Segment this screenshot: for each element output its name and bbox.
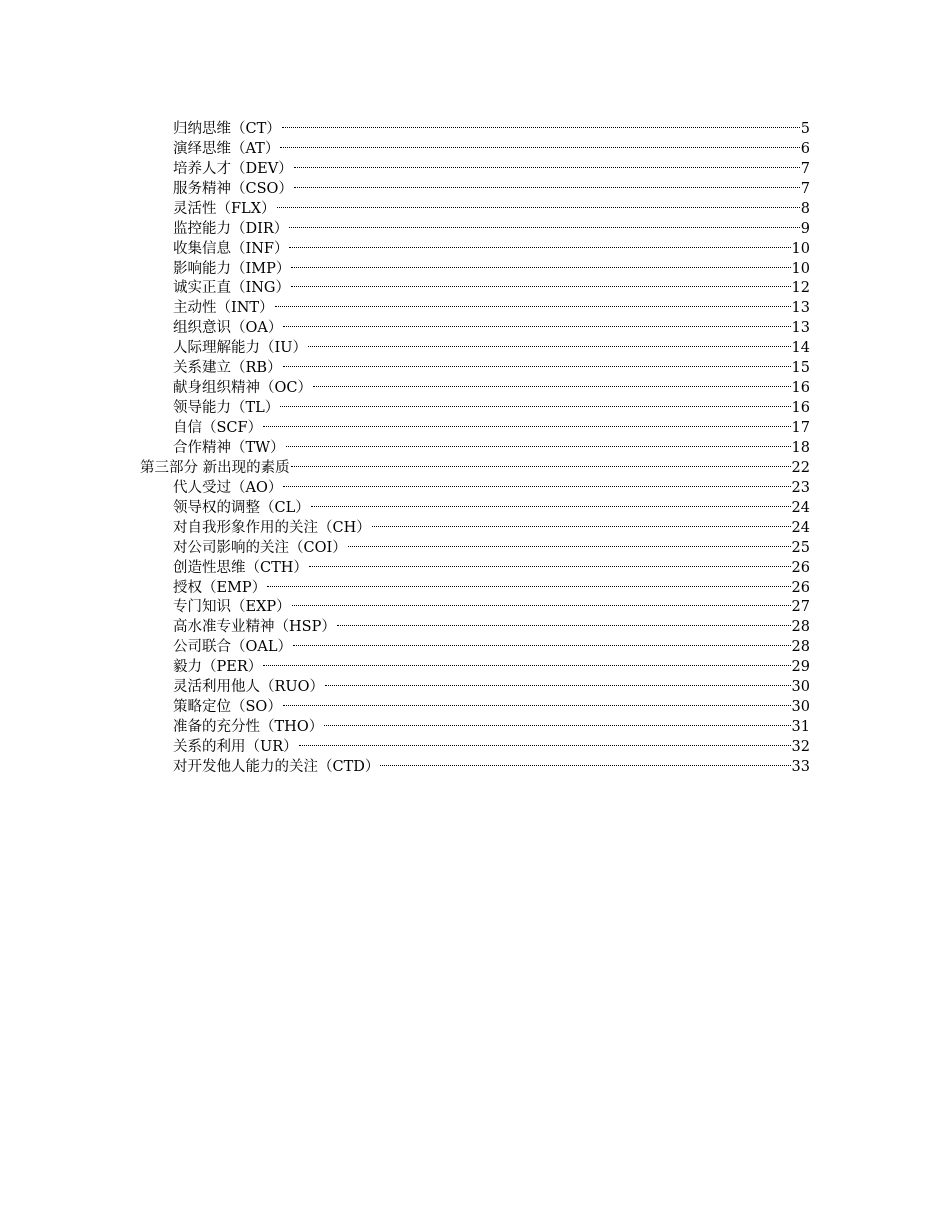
toc-page-number: 18 xyxy=(791,439,810,456)
toc-dot-leader xyxy=(372,512,791,532)
toc-page-number: 9 xyxy=(800,220,810,237)
toc-page-number: 25 xyxy=(791,539,810,556)
toc-page-number: 28 xyxy=(791,619,810,636)
toc-dot-leader xyxy=(313,372,791,392)
toc-dot-leader xyxy=(380,751,790,771)
toc-page-number: 12 xyxy=(791,280,810,297)
toc-entry-title: 毅力（PER） xyxy=(173,659,263,676)
toc-page-number: 26 xyxy=(791,579,810,596)
toc-page-number: 22 xyxy=(791,459,810,476)
toc-page-number: 13 xyxy=(791,320,810,337)
toc-entry-title: 对开发他人能力的关注（CTD） xyxy=(173,758,380,775)
toc-page-number: 14 xyxy=(791,340,810,357)
toc-entry-title: 专门知识（EXP） xyxy=(173,599,291,616)
toc-entry-title: 关系建立（RB） xyxy=(173,360,282,377)
toc-dot-leader xyxy=(282,113,800,133)
toc-dot-leader xyxy=(275,292,791,312)
toc-page-number: 30 xyxy=(791,679,810,696)
toc-page-number: 32 xyxy=(791,739,810,755)
toc-entry-title: 创造性思维（CTH） xyxy=(173,559,308,576)
toc-dot-leader xyxy=(325,671,791,691)
toc-dot-leader xyxy=(292,592,791,612)
toc-page-number: 13 xyxy=(791,300,810,317)
toc-dot-leader xyxy=(283,352,791,372)
toc-dot-leader xyxy=(267,572,790,592)
table-of-contents xyxy=(140,113,810,775)
toc-entry-title: 授权（EMP） xyxy=(173,579,267,596)
toc-entry-title: 诚实正直（ING） xyxy=(173,280,290,297)
toc-page-number: 31 xyxy=(791,719,810,736)
toc-entry-title: 组织意识（OA） xyxy=(173,320,283,337)
toc-dot-leader xyxy=(263,651,790,671)
toc-entry-title: 影响能力（IMP） xyxy=(173,260,291,277)
toc-entry-title: 准备的充分性（THO） xyxy=(173,719,324,736)
toc-entry-title: 合作精神（TW） xyxy=(173,439,285,456)
toc-dot-leader xyxy=(289,233,790,253)
toc-page-number: 24 xyxy=(791,519,810,536)
toc-dot-leader xyxy=(263,412,790,432)
toc-entry-title: 领导能力（TL） xyxy=(173,400,280,417)
toc-entry-title: 服务精神（CSO） xyxy=(173,180,293,197)
toc-page-number: 7 xyxy=(800,160,810,177)
toc-entry-title: 关系的利用（UR） xyxy=(173,739,298,755)
toc-dot-leader xyxy=(280,133,799,153)
toc-page-number: 16 xyxy=(791,380,810,397)
toc-entry-title: 公司联合（OAL） xyxy=(173,639,292,656)
toc-page-number: 10 xyxy=(791,240,810,257)
toc-dot-leader xyxy=(291,452,791,472)
toc-dot-leader xyxy=(309,552,791,572)
toc-dot-leader xyxy=(308,332,791,352)
toc-entry-title: 主动性（INT） xyxy=(173,300,274,317)
toc-dot-leader xyxy=(337,611,791,631)
toc-page-number: 7 xyxy=(800,180,810,197)
toc-entry-title: 对自我形象作用的关注（CH） xyxy=(173,519,371,536)
toc-dot-leader xyxy=(299,731,791,751)
toc-dot-leader xyxy=(294,153,800,173)
toc-page-number: 23 xyxy=(791,479,810,496)
toc-dot-leader xyxy=(277,193,800,213)
toc-page-number: 17 xyxy=(791,420,810,436)
toc-page-number: 10 xyxy=(791,260,810,277)
toc-entry-title: 收集信息（INF） xyxy=(173,240,289,257)
toc-dot-leader xyxy=(286,432,791,452)
toc-page-number: 27 xyxy=(791,599,810,616)
toc-dot-leader xyxy=(291,253,790,273)
toc-entry-title: 培养人才（DEV） xyxy=(173,160,293,177)
toc-dot-leader xyxy=(289,213,799,233)
toc-dot-leader xyxy=(311,492,791,512)
toc-entry[interactable] xyxy=(140,113,810,137)
toc-page-number: 16 xyxy=(791,400,810,417)
toc-entry-title: 灵活性（FLX） xyxy=(173,200,276,217)
toc-dot-leader xyxy=(283,691,791,711)
toc-page-number: 8 xyxy=(800,200,810,217)
toc-entry-title: 人际理解能力（IU） xyxy=(173,340,307,357)
toc-entry-title: 演绎思维（AT） xyxy=(173,140,280,157)
toc-dot-leader xyxy=(293,631,791,651)
toc-page-number: 6 xyxy=(800,140,810,157)
toc-page-number: 5 xyxy=(800,120,810,137)
toc-dot-leader xyxy=(280,392,790,412)
toc-entry-title: 第三部分 新出现的素质 xyxy=(140,459,290,476)
toc-entry-title: 自信（SCF） xyxy=(173,420,263,436)
toc-dot-leader xyxy=(283,472,790,492)
toc-dot-leader xyxy=(283,312,790,332)
toc-entry-title: 归纳思维（CT） xyxy=(173,120,281,137)
toc-page-number: 30 xyxy=(791,699,810,716)
toc-entry-title: 对公司影响的关注（COI） xyxy=(173,539,347,556)
toc-page-number: 29 xyxy=(791,659,810,676)
toc-entry-title: 高水准专业精神（HSP） xyxy=(173,619,336,636)
toc-entry-title: 领导权的调整（CL） xyxy=(173,499,310,516)
toc-entry-title: 监控能力（DIR） xyxy=(173,220,289,237)
toc-dot-leader xyxy=(324,711,790,731)
toc-entry-title: 灵活利用他人（RUO） xyxy=(173,679,325,696)
toc-page-number: 24 xyxy=(791,499,810,516)
toc-entry-title: 献身组织精神（OC） xyxy=(173,380,312,397)
toc-page-number: 26 xyxy=(791,559,810,576)
toc-page-number: 33 xyxy=(791,758,810,775)
toc-page-number: 15 xyxy=(791,360,810,377)
toc-dot-leader xyxy=(294,173,800,193)
toc-dot-leader xyxy=(348,532,791,552)
toc-entry-title: 策略定位（SO） xyxy=(173,699,282,716)
toc-page-number: 28 xyxy=(791,639,810,656)
toc-dot-leader xyxy=(291,273,791,293)
toc-entry-title: 代人受过（AO） xyxy=(173,479,283,496)
